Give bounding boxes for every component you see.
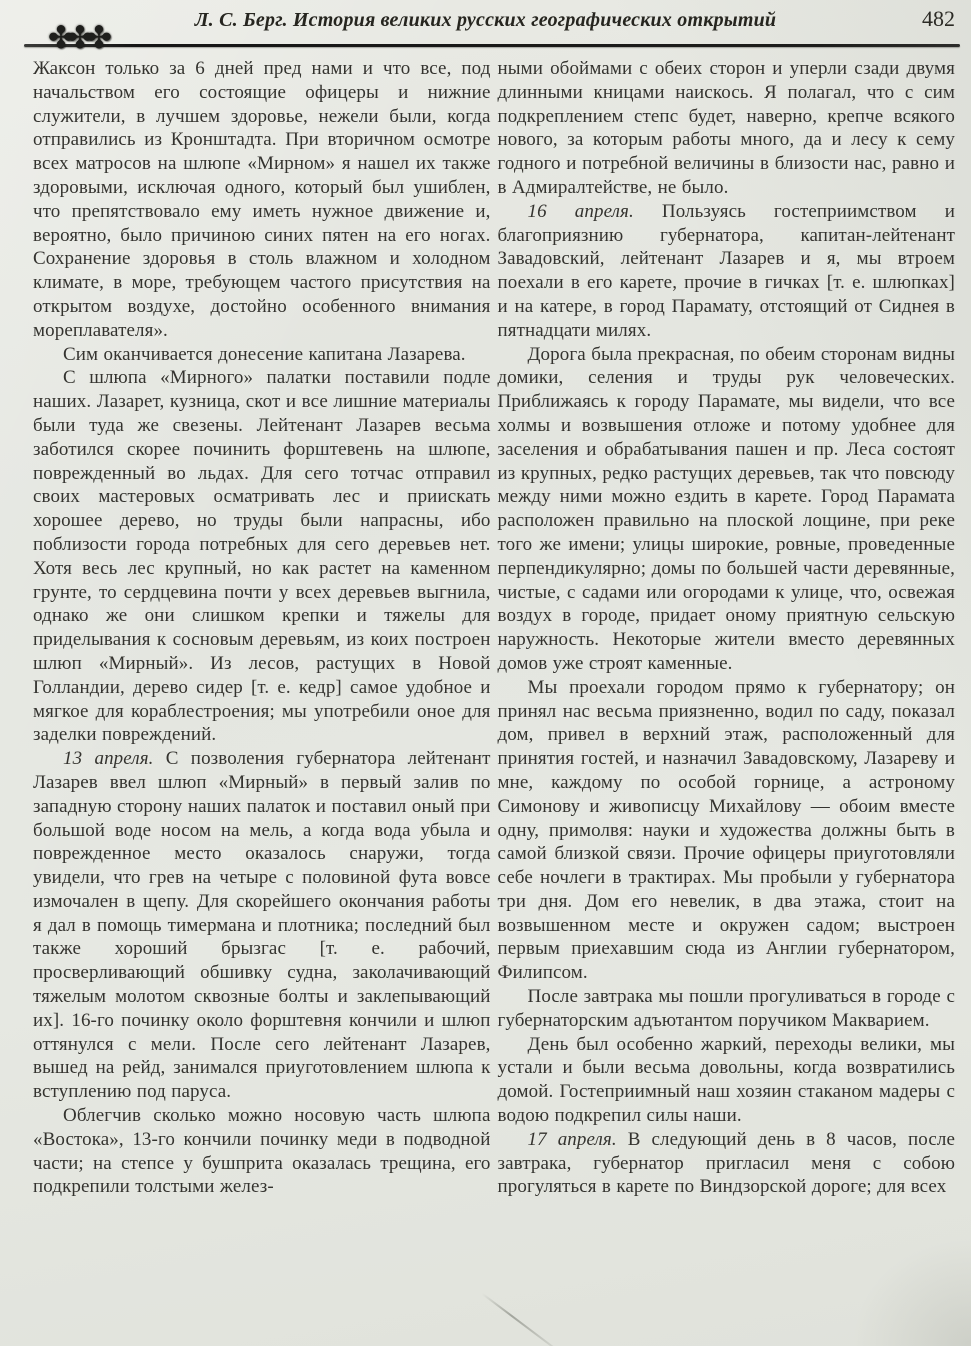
date-lead: 13 апреля. (63, 748, 166, 770)
ornament-icon: ✤✤✤ (48, 20, 105, 56)
date-lead: 16 апреля. (527, 200, 662, 222)
paragraph: Мы проехали городом прямо к губернатору; он принял нас весьма приязненно, водил по саду, показал дом, привел в верхний этаж, расположенный для принятия гостей, и назначил Завадовскому, Лазареву и мне, каждому по особой горнице, а астроному Симонову и живописцу Михайлову — обоим вместе одну, примолвя: науки и художества должны быть в самой близкой связи. Прочие офицеры приуготовляли себе ночлеги в трактирах. Мы пробыли у губернатора три дня. Дом его невелик, в два этажа, стоит на возвышенном месте и окружен садом; выстроен первым приехавшим сюда из Англии губернатором, Филипсом. (497, 676, 955, 984)
paragraph: Облегчив сколько можно носовую часть шлюпа «Востока», 13-го кончили починку меди в подводной части; на степсе у бушприта оказалась трещина, его подкрепили толстыми желез- (33, 1105, 491, 1198)
running-title: Л. С. Берг. История великих русских географических открытий (194, 9, 777, 31)
text-columns (33, 57, 955, 1199)
paragraph: После завтрака мы пошли прогуливаться в городе с губернаторским адъютантом поручиком Макварием. (497, 986, 955, 1031)
left-column (33, 57, 491, 1199)
paragraph: ными обоймами с обеих сторон и уперли сзади двумя длинными кницами наискось. Я полагал, что с сим подкреплением степс будет, наверно, крепче всякого нового, за которым работы много, да и лесу к сему годного и потребной величины в близости нас, равно и в Адмиралтействе, не было. (497, 58, 955, 198)
page-number: 482 (922, 6, 955, 31)
paragraph (33, 747, 491, 1104)
paragraph: День был особенно жаркий, переходы велики, мы устали и были весьма довольны, когда возвратились домой. Гостеприимный наш хозяин стаканом мадеры с водою подкрепил силы наши. (497, 1033, 955, 1127)
header-rule (24, 44, 960, 47)
right-column (498, 57, 956, 1199)
paragraph (498, 200, 956, 343)
corner-shade (851, 1236, 971, 1346)
paragraph-text: Пользуясь гостеприимством и благоприязнию губернатора, капитан-лейтенант Завадовский, лейтенант Лазарев и я, мы втроем поехали в его карете, прочие в гичках [т. е. шлюпках] и на катере, в город Парамату, отстоящий от Сиднея в пятнадцати милях. (497, 200, 955, 341)
date-lead: 17 апреля. (527, 1128, 628, 1150)
paragraph: Сим оканчивается донесение капитана Лазарева. (63, 343, 466, 365)
paragraph-text: В следующий день в 8 часов, после завтрака, губернатор пригласил меня с собою прогуляться в карете по Виндзорской дороге; для всех (497, 1128, 955, 1198)
scan-scratch (482, 1293, 557, 1346)
paragraph: С шлюпа «Мирного» палатки поставили подле наших. Лазарет, кузница, скот и все лишние материалы были туда же свезены. Лейтенант Лазарев весьма заботился скорее починить форштевень на шлюпе, поврежденный во льдах. Для сего тотчас отправил своих мастеровых осматривать лес и приискать хорошее дерево, но труды были напрасны, ибо поблизости города потребных для сего деревьев нет. Хотя весь лес крупный, но как растет на каменном грунте, то сердцевина почти у всех деревьев выгнила, однако же они слишком крепки и тяжелы для приделывания к сосновым деревьям, из коих построен шлюп «Мирный». Из лесов, растущих в Новой Голландии, дерево сидер [т. е. кедр] самое удобное и мягкое для кораблестроения; мы употребили оное для заделки повреждений. (33, 367, 491, 746)
paragraph-text: С позволения губернатора лейтенант Лазарев ввел шлюп «Мирный» в первый залив по западную сторону наших палаток и поставил оный при большой воде носом на мель, а когда вода убыла и поврежденное место оказалось снаружи, тогда увидели, что грев на четыре с половиной фута вовсе измочален в щепу. Для скорейшего окончания работы я дал в помощь тимермана и плотника; последний был также хороший брызгас [т. е. рабочий, просверливающий обшивку судна, заколачивающий тяжелым молотом сквозные болты и заклепывающий их]. 16-го починку около форштевня кончили и шлюп оттянулся с мели. После сего лейтенант Лазарев, вышед на рейд, занимался приуготовлением шлюпа к вступлению под паруса. (33, 748, 491, 1103)
paragraph: Дорога была прекрасная, по обеим сторонам видны домики, селения и труды рук человеческих. Приближаясь к городу Парамате, мы видели, что все холмы и возвышения отложе и потому удобнее для заселения и обрабатывания пашен и пр. Леса состоят из крупных, редко растущих деревьев, так что повсюду между ними можно ездить в карете. Город Парамата расположен правильно на плоской лощине, при реке того же имени; улицы широкие, ровные, проведенные перпендикулярно; домы по большей части деревянные, чистые, с садами или огородами к улице, что, освежая воздух в городе, придает оному приятную сельскую наружность. Некоторые жители вместо деревянных домов уже строят каменные. (497, 343, 955, 674)
paragraph: Жаксон только за 6 дней пред нами и что все, под начальством его состоящие офицеры и нижние служители, в лучшем здоровье, нежели были, когда отправились из Кронштадта. При вторичном осмотре всех матросов на шлюпе «Мирном» я нашел их также здоровыми, исключая одного, который был ушиблен, что препятствовало ему иметь нужное движение и, вероятно, было причиною синих пятен на его ногах. Сохранение здоровья в столь влажном и холодном климате, в море, требующем частого присутствия на открытом воздухе, достойно особенного внимания мореплавателя». (33, 58, 491, 341)
paragraph (498, 1128, 956, 1199)
